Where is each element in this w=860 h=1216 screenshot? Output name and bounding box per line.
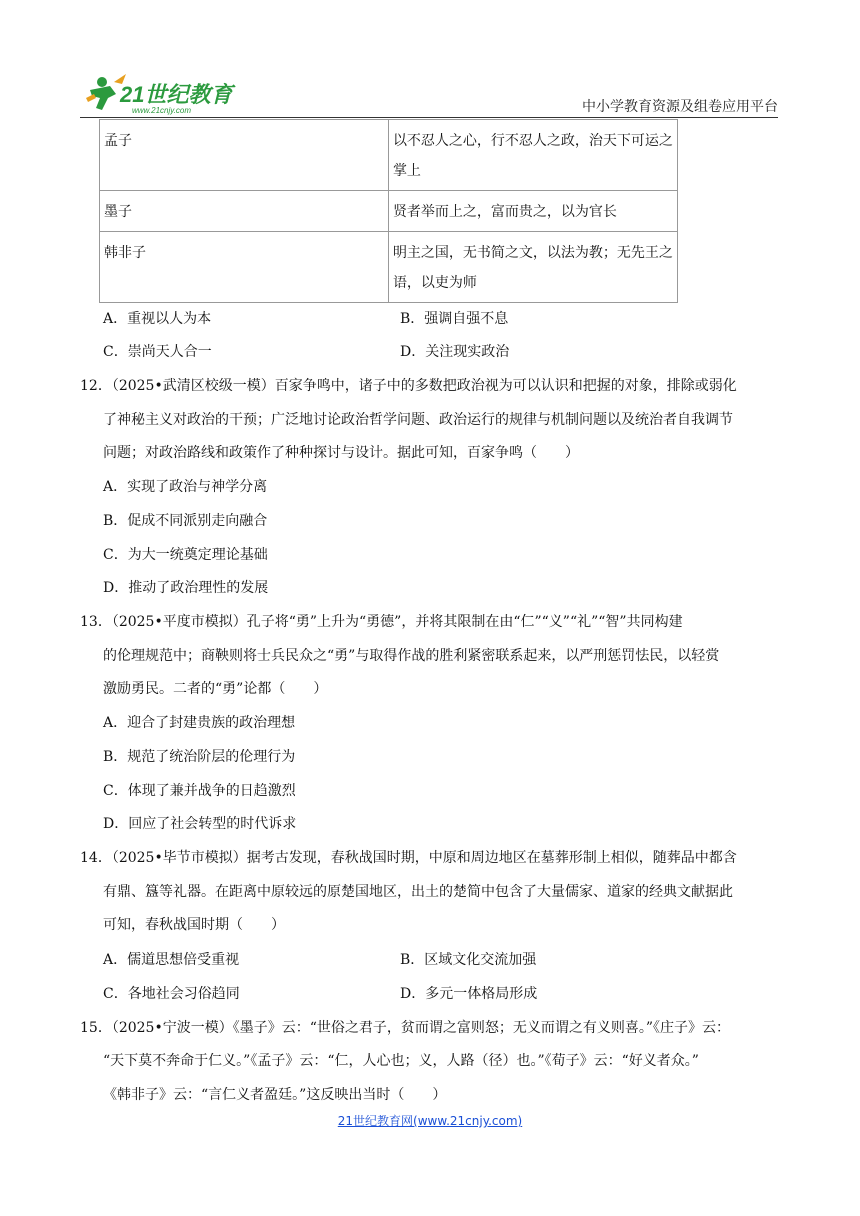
q15-stem-line: “天下莫不奔命于仁义。”《孟子》云：“仁，人心也；义，人路（径）也。”《荀子》云：“好义者众。” [103, 1053, 699, 1069]
q11-option-a[interactable]: A．重视以人为本 [103, 311, 212, 327]
table-cell-name: 韩非子 [100, 232, 389, 303]
q13-option-b[interactable]: B．规范了统治阶层的伦理行为 [103, 749, 296, 765]
q12-stem-line: 12．（2025•武清区校级一模）百家争鸣中，诸子中的多数把政治视为可以认识和把握的对象，排除或弱化 [80, 378, 737, 394]
site-logo [80, 68, 250, 116]
q14-option-d[interactable]: D．多元一体格局形成 [400, 986, 538, 1002]
table-row [100, 232, 678, 303]
q13-stem-line: 13．（2025•平度市模拟）孔子将“勇”上升为“勇德”，并将其限制在由“仁”“义”“礼”“智”共同构建 [80, 614, 683, 630]
header-divider [80, 117, 778, 118]
q14-option-a[interactable]: A．儒道思想倍受重视 [103, 952, 240, 968]
page-header [80, 68, 778, 118]
table-row [100, 191, 678, 232]
table-cell-name: 墨子 [100, 191, 389, 232]
q13-option-c[interactable]: C．体现了兼并战争的日趋激烈 [103, 783, 296, 799]
q11-option-c[interactable]: C．崇尚天人合一 [103, 344, 212, 360]
q14-stem-line: 14．（2025•毕节市模拟）据考古发现，春秋战国时期，中原和周边地区在墓葬形制上相似，随葬品中都含 [80, 850, 737, 866]
q12-stem-line: 问题；对政治路线和政策作了种种探讨与设计。据此可知，百家争鸣（ ） [103, 445, 579, 461]
q13-option-d[interactable]: D．回应了社会转型的时代诉求 [103, 816, 297, 832]
q12-stem-line: 了神秘主义对政治的干预；广泛地讨论政治哲学问题、政治运行的规律与机制问题以及统治者自我调节 [103, 412, 733, 428]
q12-option-c[interactable]: C．为大一统奠定理论基础 [103, 547, 268, 563]
q13-stem-line: 激励勇民。二者的“勇”论都（ ） [103, 681, 328, 697]
q11-option-b[interactable]: B．强调自强不息 [400, 311, 509, 327]
q12-option-d[interactable]: D．推动了政治理性的发展 [103, 580, 269, 596]
q11-option-d[interactable]: D．关注现实政治 [400, 344, 510, 360]
logo-url: www.21cnjy.com [132, 106, 191, 115]
table-cell-name: 孟子 [100, 120, 389, 191]
table-row [100, 120, 678, 191]
q14-option-b[interactable]: B．区域文化交流加强 [400, 952, 537, 968]
logo-text: 21世纪教育 [120, 82, 233, 107]
table-cell-quote: 明主之国，无书简之文，以法为教；无先王之语，以吏为师 [388, 232, 677, 303]
q13-stem-line: 的伦理规范中；商鞅则将士兵民众之“勇”与取得作战的胜利紧密联系起来，以严刑惩罚怯民，以轻赏 [103, 648, 720, 664]
platform-name: 中小学教育资源及组卷应用平台 [582, 99, 778, 115]
q14-stem-line: 可知，春秋战国时期（ ） [103, 917, 285, 933]
q13-option-a[interactable]: A．迎合了封建贵族的政治理想 [103, 715, 296, 731]
q15-stem-line: 15．（2025•宁波一模）《墨子》云：“世俗之君子，贫而谓之富则怒；无义而谓之有义则喜。”《庄子》云： [80, 1020, 731, 1036]
q12-option-b[interactable]: B．促成不同派别走向融合 [103, 513, 268, 529]
q15-stem-line: 《韩非子》云：“言仁义者盈廷。”这反映出当时（ ） [103, 1087, 447, 1103]
table-cell-quote: 贤者举而上之，富而贵之，以为官长 [388, 191, 677, 232]
q14-option-c[interactable]: C．各地社会习俗趋同 [103, 986, 240, 1002]
q14-stem-line: 有鼎、簋等礼器。在距离中原较远的原楚国地区，出土的楚简中包含了大量儒家、道家的经典文献据此 [103, 884, 733, 900]
philosophers-table [99, 119, 678, 303]
table-cell-quote: 以不忍人之心，行不忍人之政，治天下可运之掌上 [388, 120, 677, 191]
footer-link[interactable]: 21世纪教育网(www.21cnjy.com) [337, 1114, 523, 1128]
q12-option-a[interactable]: A．实现了政治与神学分离 [103, 479, 268, 495]
